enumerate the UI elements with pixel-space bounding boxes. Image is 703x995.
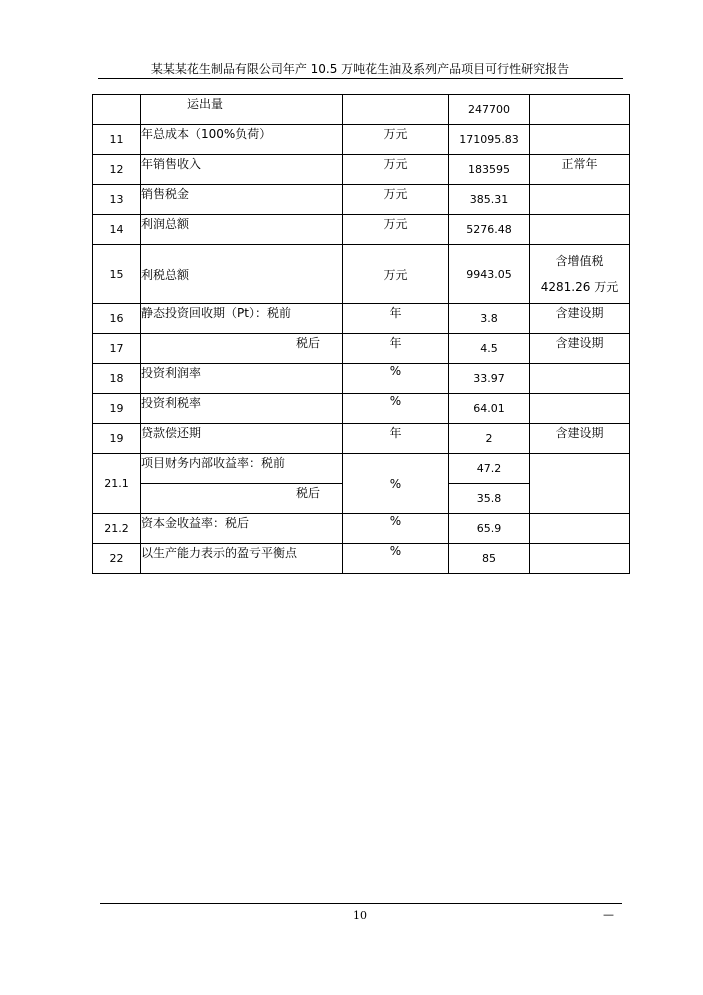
table-row xyxy=(93,454,630,484)
item-name: 资本金收益率：税后 xyxy=(141,514,343,544)
unit-cell: % xyxy=(343,364,449,394)
row-number: 21.2 xyxy=(93,514,141,544)
unit-cell: 年 xyxy=(343,304,449,334)
footer-dash: — xyxy=(603,908,614,921)
note-cell xyxy=(530,514,630,544)
unit-cell xyxy=(343,95,449,125)
note-cell xyxy=(530,454,630,514)
note-cell: 含建设期 xyxy=(530,424,630,454)
indicator-table xyxy=(92,94,630,574)
value-cell: 65.9 xyxy=(449,514,530,544)
item-name: 销售税金 xyxy=(141,185,343,215)
item-name: 年销售收入 xyxy=(141,155,343,185)
note-line: 4281.26 万元 xyxy=(540,280,619,294)
value-cell: 183595 xyxy=(449,155,530,185)
value-cell: 4.5 xyxy=(449,334,530,364)
item-name: 项目财务内部收益率：税前 xyxy=(141,454,343,484)
item-name: 利税总额 xyxy=(141,245,343,304)
value-cell: 3.8 xyxy=(449,304,530,334)
header-divider xyxy=(98,78,623,79)
value-cell: 85 xyxy=(449,544,530,574)
value-cell: 35.8 xyxy=(449,484,530,514)
note-cell xyxy=(530,364,630,394)
item-name: 税后 xyxy=(141,484,343,514)
unit-cell: 万元 xyxy=(343,125,449,155)
row-number: 19 xyxy=(93,424,141,454)
value-cell: 2 xyxy=(449,424,530,454)
unit-cell: 年 xyxy=(343,424,449,454)
row-number: 16 xyxy=(93,304,141,334)
unit-cell: % xyxy=(343,454,449,514)
row-number: 21.1 xyxy=(93,454,141,514)
note-line: 含增值税 xyxy=(555,254,604,268)
table-row xyxy=(93,514,630,544)
value-cell: 64.01 xyxy=(449,394,530,424)
table-row xyxy=(93,304,630,334)
note-cell: 正常年 xyxy=(530,155,630,185)
table-row xyxy=(93,364,630,394)
item-name: 投资利税率 xyxy=(141,394,343,424)
footer-divider xyxy=(100,903,622,904)
table-row xyxy=(93,95,630,125)
note-cell xyxy=(530,185,630,215)
table-row xyxy=(93,125,630,155)
value-cell: 47.2 xyxy=(449,454,530,484)
row-number: 11 xyxy=(93,125,141,155)
item-name: 以生产能力表示的盈亏平衡点 xyxy=(141,544,343,574)
table-row xyxy=(93,155,630,185)
row-number: 12 xyxy=(93,155,141,185)
note-cell: 含建设期 xyxy=(530,304,630,334)
unit-cell: % xyxy=(343,514,449,544)
report-header-title: 某某某花生制品有限公司年产 10.5 万吨花生油及系列产品项目可行性研究报告 xyxy=(150,62,570,76)
table-row xyxy=(93,245,630,304)
table-row xyxy=(93,185,630,215)
unit-cell: 万元 xyxy=(343,155,449,185)
row-number: 17 xyxy=(93,334,141,364)
row-number: 13 xyxy=(93,185,141,215)
item-name: 运出量 xyxy=(141,95,343,125)
row-number: 22 xyxy=(93,544,141,574)
value-cell: 9943.05 xyxy=(449,245,530,304)
item-name: 利润总额 xyxy=(141,215,343,245)
note-cell xyxy=(530,125,630,155)
note-cell xyxy=(530,394,630,424)
item-name: 投资利润率 xyxy=(141,364,343,394)
value-cell: 385.31 xyxy=(449,185,530,215)
note-cell: 含建设期 xyxy=(530,334,630,364)
unit-cell: 万元 xyxy=(343,245,449,304)
note-cell xyxy=(530,245,630,304)
row-number xyxy=(93,95,141,125)
row-number: 19 xyxy=(93,394,141,424)
unit-cell: % xyxy=(343,544,449,574)
item-name: 贷款偿还期 xyxy=(141,424,343,454)
row-number: 18 xyxy=(93,364,141,394)
unit-cell: 万元 xyxy=(343,185,449,215)
table-row xyxy=(93,424,630,454)
row-number: 15 xyxy=(93,245,141,304)
unit-cell: 年 xyxy=(343,334,449,364)
table-row xyxy=(93,334,630,364)
value-cell: 33.97 xyxy=(449,364,530,394)
note-cell xyxy=(530,544,630,574)
row-number: 14 xyxy=(93,215,141,245)
table-row xyxy=(93,215,630,245)
unit-cell: 万元 xyxy=(343,215,449,245)
page-number: 10 xyxy=(353,909,367,922)
item-name: 静态投资回收期（Pt）：税前 xyxy=(141,304,343,334)
note-cell xyxy=(530,95,630,125)
table-row xyxy=(93,544,630,574)
unit-cell: % xyxy=(343,394,449,424)
table-row xyxy=(93,394,630,424)
value-cell: 171095.83 xyxy=(449,125,530,155)
item-name: 税后 xyxy=(141,334,343,364)
value-cell: 247700 xyxy=(449,95,530,125)
value-cell: 5276.48 xyxy=(449,215,530,245)
note-cell xyxy=(530,215,630,245)
item-name: 年总成本（100%负荷） xyxy=(141,125,343,155)
